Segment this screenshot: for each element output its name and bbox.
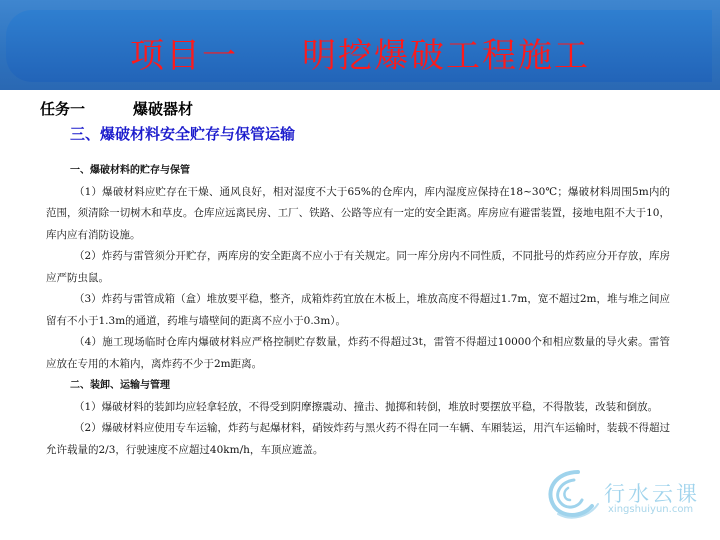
task-name: 爆破器材 [133, 100, 194, 118]
logo-text: 行水云课 [604, 482, 700, 506]
paragraph-4: （4）施工现场临时仓库内爆破材料应严格控制贮存数量，炸药不得超过3t，雷管不得超过10000个和相应数量的导火索。雷管应放在专用的木箱内，离炸药不少于2m距离。 [46, 336, 670, 370]
slide-title: 项目一 明挖爆破工程施工 [129, 36, 591, 76]
section-title: 三、爆破材料安全贮存与保管运输 [70, 125, 296, 143]
paragraph-2: （2）炸药与雷管须分开贮存，两库房的安全距离不应小于有关规定。同一库分房内不同性质，不同批号的炸药应分开存放，库房应严防虫鼠。 [46, 250, 670, 284]
paragraph-3: （3）炸药与雷管成箱（盒）堆放要平稳，整齐，成箱炸药宜放在木板上，堆放高度不得超过1.7m，宽不超过2m，堆与堆之间应留有不小于1.3m的通道，药堆与墙壁间的距离不应小于0.3m）。 [46, 293, 670, 327]
paragraph-5: （1）爆破材料的装卸均应轻拿轻放，不得受到阴摩擦震动、撞击、抛掷和转倒，堆放时要摆放平稳，不得散装，改装和倒放。 [74, 400, 659, 413]
task-label: 任务一 [40, 100, 86, 118]
subheading-storage: 一、爆破材料的贮存与保管 [70, 165, 190, 176]
paragraph-1: （1）爆破材料应贮存在干燥、通风良好，相对湿度不大于65%的仓库内，库内湿度应保持在18~30℃；爆破材料周围5m内的范围，须清除一切树木和草皮。仓库应远离民房、工厂、铁路、公路等应有一定的安全距离。库房应有避雷装置，接地电阻不大于10，库内应有消防设施。 [46, 185, 670, 241]
paragraph-6: （2）爆破材料应使用专车运输，炸药与起爆材料，硝铵炸药与黑火药不得在同一车辆、车厢装运，用汽车运输时，装载不得超过允许载量的2/3，行驶速度不应超过40km/h，车顶应遮盖。 [46, 422, 670, 456]
subheading-transport: 二、装卸、运输与管理 [70, 380, 170, 391]
logo-url: xingshuiyun.com [608, 504, 694, 515]
task-line [40, 98, 193, 119]
content-body [46, 160, 670, 461]
